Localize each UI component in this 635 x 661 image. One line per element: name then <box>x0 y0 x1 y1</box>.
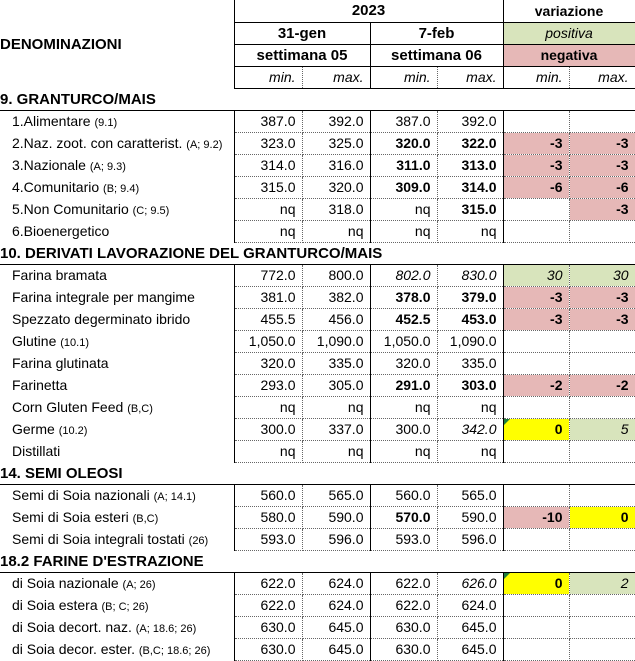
min-7-feb-cell: 311.0 <box>370 154 437 176</box>
min-7-feb-cell: nq <box>370 396 437 418</box>
table-row <box>0 132 635 154</box>
max-7-feb-cell: 596.0 <box>437 528 503 550</box>
table-row <box>0 330 635 352</box>
max-31-gen-cell: 335.0 <box>302 352 370 374</box>
product-name: 5.Non Comunitario <box>12 201 129 217</box>
min-7-feb-cell: 320.0 <box>370 352 437 374</box>
product-code: (10.2) <box>58 425 88 437</box>
max-7-feb-cell: 335.0 <box>437 352 503 374</box>
max-31-gen-cell: nq <box>302 440 370 462</box>
min-31-gen-cell: 381.0 <box>234 286 302 308</box>
variation-max-cell: -3 <box>569 154 635 176</box>
product-code: (A; 9.2) <box>186 139 223 151</box>
table-row <box>0 616 635 638</box>
min-31-gen-cell: 593.0 <box>234 528 302 550</box>
min-7-feb-cell: 291.0 <box>370 374 437 396</box>
min-7-feb-cell: 802.0 <box>370 264 437 286</box>
variation-max-cell <box>569 110 635 132</box>
variation-max-cell: -6 <box>569 176 635 198</box>
max-7-feb-cell: 453.0 <box>437 308 503 330</box>
product-name: Distillati <box>12 443 61 459</box>
table-row <box>0 352 635 374</box>
variation-max-cell: -3 <box>569 308 635 330</box>
min-31-gen-cell: 622.0 <box>234 572 302 594</box>
variation-min-cell <box>503 440 569 462</box>
row-label <box>0 110 234 132</box>
variation-min-cell <box>503 352 569 374</box>
table-row <box>0 528 635 550</box>
product-name: Glutine <box>12 333 57 349</box>
date2-label: 7-feb <box>370 22 503 44</box>
min-31-gen-cell: 630.0 <box>234 616 302 638</box>
max-label: max. <box>569 66 635 88</box>
table-row <box>0 308 635 330</box>
max-31-gen-cell: nq <box>302 220 370 242</box>
max-7-feb-cell: nq <box>437 396 503 418</box>
variation-min-cell <box>503 110 569 132</box>
variation-max-cell: 30 <box>569 264 635 286</box>
min-31-gen-cell: 455.5 <box>234 308 302 330</box>
section-header-derivati <box>0 242 635 264</box>
max-31-gen-cell: 318.0 <box>302 198 370 220</box>
min-31-gen-cell: 580.0 <box>234 506 302 528</box>
min-7-feb-cell: 320.0 <box>370 132 437 154</box>
max-31-gen-cell: 565.0 <box>302 484 370 506</box>
min-31-gen-cell: nq <box>234 440 302 462</box>
min-31-gen-cell: 622.0 <box>234 594 302 616</box>
row-label <box>0 374 234 396</box>
product-code: (C; 9.5) <box>132 205 170 217</box>
max-7-feb-cell: 315.0 <box>437 198 503 220</box>
product-code: (B; 9.4) <box>103 183 140 195</box>
min-label: min. <box>370 66 437 88</box>
max-7-feb-cell: 392.0 <box>437 110 503 132</box>
week2-label: settimana 06 <box>370 44 503 66</box>
negative-label: negativa <box>503 44 635 66</box>
max-7-feb-cell: 590.0 <box>437 506 503 528</box>
max-31-gen-cell: 624.0 <box>302 594 370 616</box>
product-name: Farina bramata <box>12 267 107 284</box>
table-row <box>0 638 635 660</box>
variation-min-cell: -10 <box>503 506 569 528</box>
variation-min-cell: -3 <box>503 308 569 330</box>
variation-min-cell <box>503 594 569 616</box>
table-row <box>0 220 635 242</box>
section-title: 14. SEMI OLEOSI <box>0 462 635 484</box>
max-7-feb-cell: 314.0 <box>437 176 503 198</box>
max-7-feb-cell: 624.0 <box>437 594 503 616</box>
max-31-gen-cell: 382.0 <box>302 286 370 308</box>
product-code: (B,C; 18.6; 26) <box>138 645 211 657</box>
variation-min-cell <box>503 220 569 242</box>
max-31-gen-cell: 596.0 <box>302 528 370 550</box>
variation-max-cell: -3 <box>569 198 635 220</box>
min-7-feb-cell: 300.0 <box>370 418 437 440</box>
section-header-granturco <box>0 88 635 110</box>
table-row <box>0 396 635 418</box>
variation-max-cell <box>569 330 635 352</box>
variation-max-cell <box>569 528 635 550</box>
min-7-feb-cell: 309.0 <box>370 176 437 198</box>
denomination-header: DENOMINAZIONI <box>0 35 122 53</box>
year-label: 2023 <box>234 0 503 22</box>
product-name: 2.Naz. zoot. con caratterist. <box>12 135 183 151</box>
product-name: Farina integrale per mangime <box>12 289 195 305</box>
product-name: Spezzato degerminato ibrido <box>12 311 191 327</box>
max-7-feb-cell: nq <box>437 220 503 242</box>
header-row-dates <box>0 22 635 44</box>
max-7-feb-cell: 379.0 <box>437 286 503 308</box>
min-7-feb-cell: 630.0 <box>370 616 437 638</box>
variation-max-cell <box>569 396 635 418</box>
product-name: di Soia decor. ester. <box>12 641 135 657</box>
variation-min-cell <box>503 198 569 220</box>
variation-max-cell <box>569 352 635 374</box>
variation-max-cell <box>569 638 635 660</box>
max-7-feb-cell: 565.0 <box>437 484 503 506</box>
min-31-gen-cell: nq <box>234 220 302 242</box>
min-7-feb-cell: nq <box>370 198 437 220</box>
row-label <box>0 264 234 286</box>
section-body-semi-oleosi <box>0 484 635 550</box>
row-label <box>0 418 234 440</box>
product-name: Germe <box>12 421 55 437</box>
variation-min-cell: 30 <box>503 264 569 286</box>
max-7-feb-cell: 645.0 <box>437 616 503 638</box>
variation-max-cell: 5 <box>569 418 635 440</box>
max-31-gen-cell: 320.0 <box>302 176 370 198</box>
variation-min-cell <box>503 528 569 550</box>
min-31-gen-cell: 560.0 <box>234 484 302 506</box>
max-7-feb-cell: 313.0 <box>437 154 503 176</box>
product-code: (A; 26) <box>122 579 156 592</box>
variation-max-cell: 2 <box>569 572 635 594</box>
min-7-feb-cell: 570.0 <box>370 506 437 528</box>
product-name: Farina glutinata <box>12 355 109 371</box>
product-code: (10.1) <box>60 337 89 349</box>
min-31-gen-cell: 387.0 <box>234 110 302 132</box>
row-label <box>0 594 234 616</box>
min-31-gen-cell: 1,050.0 <box>234 330 302 352</box>
header-row-year <box>0 0 635 22</box>
max-label: max. <box>302 66 370 88</box>
variation-max-cell: -3 <box>569 286 635 308</box>
week1-label: settimana 05 <box>234 44 370 66</box>
row-label <box>0 352 234 374</box>
row-label <box>0 286 234 308</box>
max-31-gen-cell: 1,090.0 <box>302 330 370 352</box>
min-label: min. <box>234 66 302 88</box>
min-31-gen-cell: nq <box>234 396 302 418</box>
variation-min-cell <box>503 616 569 638</box>
variation-max-cell <box>569 616 635 638</box>
variation-max-cell: -2 <box>569 374 635 396</box>
table-row <box>0 440 635 462</box>
max-31-gen-cell: 645.0 <box>302 616 370 638</box>
max-31-gen-cell: 590.0 <box>302 506 370 528</box>
max-7-feb-cell: 342.0 <box>437 418 503 440</box>
variation-max-cell <box>569 484 635 506</box>
table-row <box>0 176 635 198</box>
variation-min-cell <box>503 396 569 418</box>
row-label <box>0 176 234 198</box>
product-code: (A; 9.3) <box>89 161 126 173</box>
max-31-gen-cell: 316.0 <box>302 154 370 176</box>
min-31-gen-cell: 320.0 <box>234 352 302 374</box>
section-title: 9. GRANTURCO/MAIS <box>0 88 635 110</box>
min-31-gen-cell: 300.0 <box>234 418 302 440</box>
product-name: di Soia decort. naz. <box>12 619 132 635</box>
max-31-gen-cell: 325.0 <box>302 132 370 154</box>
section-header-farine <box>0 550 635 572</box>
section-body-derivati <box>0 264 635 462</box>
product-code: (B,C) <box>127 403 153 415</box>
table-row <box>0 110 635 132</box>
max-31-gen-cell: nq <box>302 396 370 418</box>
max-7-feb-cell: 830.0 <box>437 264 503 286</box>
min-31-gen-cell: 323.0 <box>234 132 302 154</box>
min-31-gen-cell: 293.0 <box>234 374 302 396</box>
product-name: 1.Alimentare <box>12 113 91 130</box>
min-7-feb-cell: 622.0 <box>370 594 437 616</box>
product-code: (A; 14.1) <box>153 491 196 504</box>
min-7-feb-cell: 452.5 <box>370 308 437 330</box>
min-7-feb-cell: 387.0 <box>370 110 437 132</box>
max-label: max. <box>437 66 503 88</box>
product-name: Semi di Soia integrali tostati <box>12 531 185 547</box>
variation-min-cell: 0 <box>503 418 569 440</box>
section-title: 18.2 FARINE D'ESTRAZIONE <box>0 550 635 572</box>
variation-max-cell: -3 <box>569 132 635 154</box>
row-label <box>0 330 234 352</box>
min-7-feb-cell: 560.0 <box>370 484 437 506</box>
section-header-semi-oleosi <box>0 462 635 484</box>
variation-min-cell: -3 <box>503 132 569 154</box>
min-label: min. <box>503 66 569 88</box>
variation-min-cell <box>503 330 569 352</box>
row-label <box>0 198 234 220</box>
product-name: Corn Gluten Feed <box>12 399 124 415</box>
row-label <box>0 220 234 242</box>
table-row <box>0 572 635 594</box>
variation-label: variazione <box>503 0 635 22</box>
variation-min-cell: -6 <box>503 176 569 198</box>
max-31-gen-cell: 645.0 <box>302 638 370 660</box>
max-31-gen-cell: 624.0 <box>302 572 370 594</box>
row-label <box>0 396 234 418</box>
variation-min-cell: -3 <box>503 154 569 176</box>
table-row <box>0 484 635 506</box>
variation-min-cell: 0 <box>503 572 569 594</box>
variation-max-cell: 0 <box>569 506 635 528</box>
min-7-feb-cell: 630.0 <box>370 638 437 660</box>
product-name: Semi di Soia esteri <box>12 509 129 525</box>
row-label <box>0 484 234 506</box>
table-row <box>0 264 635 286</box>
max-7-feb-cell: 322.0 <box>437 132 503 154</box>
section-body-farine <box>0 572 635 660</box>
table-row <box>0 198 635 220</box>
row-label <box>0 506 234 528</box>
variation-min-cell: -3 <box>503 286 569 308</box>
max-31-gen-cell: 337.0 <box>302 418 370 440</box>
table-row <box>0 418 635 440</box>
table-row <box>0 374 635 396</box>
min-31-gen-cell: 630.0 <box>234 638 302 660</box>
variation-max-cell <box>569 594 635 616</box>
product-name: 6.Bioenergetico <box>12 223 110 239</box>
row-label <box>0 154 234 176</box>
min-7-feb-cell: 622.0 <box>370 572 437 594</box>
section-body-granturco <box>0 110 635 242</box>
row-label <box>0 638 234 660</box>
row-label <box>0 440 234 462</box>
variation-max-cell <box>569 440 635 462</box>
min-7-feb-cell: 1,050.0 <box>370 330 437 352</box>
table-row <box>0 286 635 308</box>
max-7-feb-cell: 303.0 <box>437 374 503 396</box>
variation-max-cell <box>569 220 635 242</box>
product-code: (A; 18.6; 26) <box>135 623 197 635</box>
row-label <box>0 616 234 638</box>
max-31-gen-cell: 456.0 <box>302 308 370 330</box>
product-code: (B; C; 26) <box>101 601 149 613</box>
positive-label: positiva <box>503 22 635 44</box>
max-7-feb-cell: nq <box>437 440 503 462</box>
product-name: Semi di Soia nazionali <box>12 487 150 504</box>
min-31-gen-cell: nq <box>234 198 302 220</box>
row-label <box>0 308 234 330</box>
table-row <box>0 154 635 176</box>
min-31-gen-cell: 315.0 <box>234 176 302 198</box>
row-label <box>0 572 234 594</box>
max-7-feb-cell: 645.0 <box>437 638 503 660</box>
min-7-feb-cell: nq <box>370 440 437 462</box>
product-name: Farinetta <box>12 377 68 393</box>
table-row <box>0 594 635 616</box>
min-7-feb-cell: 593.0 <box>370 528 437 550</box>
product-name: 3.Nazionale <box>12 157 86 173</box>
max-7-feb-cell: 626.0 <box>437 572 503 594</box>
max-31-gen-cell: 305.0 <box>302 374 370 396</box>
min-7-feb-cell: 378.0 <box>370 286 437 308</box>
variation-min-cell: -2 <box>503 374 569 396</box>
variation-min-cell <box>503 484 569 506</box>
max-31-gen-cell: 392.0 <box>302 110 370 132</box>
product-code: (9.1) <box>94 117 118 130</box>
header-row-minmax <box>0 66 635 88</box>
max-7-feb-cell: 1,090.0 <box>437 330 503 352</box>
product-code: (B,C) <box>132 513 159 525</box>
date1-label: 31-gen <box>234 22 370 44</box>
min-31-gen-cell: 314.0 <box>234 154 302 176</box>
variation-min-cell <box>503 638 569 660</box>
max-31-gen-cell: 800.0 <box>302 264 370 286</box>
product-name: di Soia nazionale <box>12 575 119 592</box>
min-31-gen-cell: 772.0 <box>234 264 302 286</box>
table-row <box>0 506 635 528</box>
section-title: 10. DERIVATI LAVORAZIONE DEL GRANTURCO/MAIS <box>0 242 635 264</box>
product-name: 4.Comunitario <box>12 179 100 195</box>
product-name: di Soia estera <box>12 597 98 613</box>
row-label <box>0 132 234 154</box>
min-7-feb-cell: nq <box>370 220 437 242</box>
product-code: (26) <box>188 535 209 547</box>
row-label <box>0 528 234 550</box>
